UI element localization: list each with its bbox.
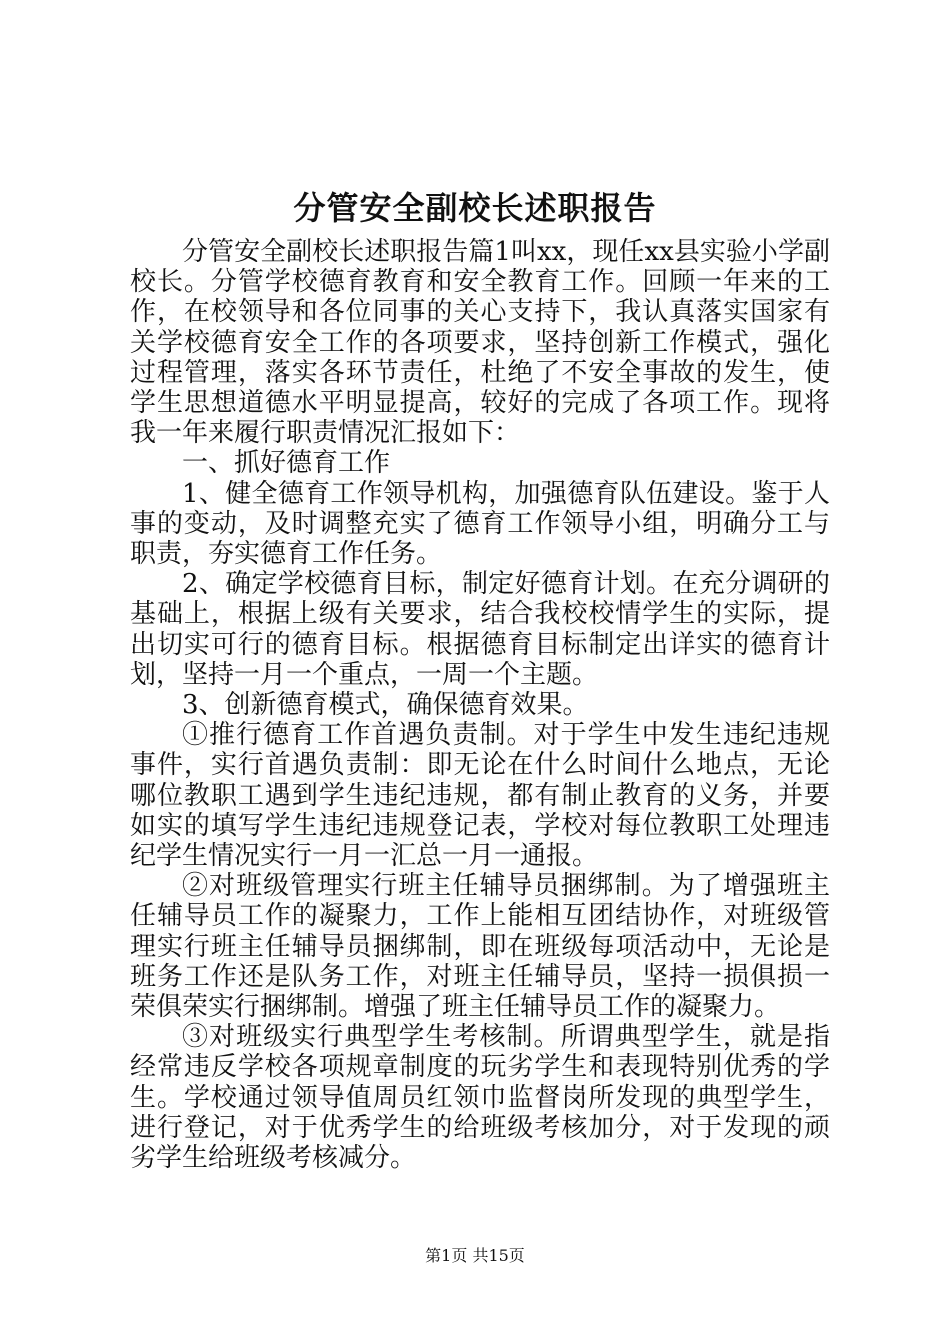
paragraph-intro: 分管安全副校长述职报告篇1叫xx，现任xx县实验小学副校长。分管学校德育教育和安全教育工作。回顾一年来的工作，在校领导和各位同事的关心支持下，我认真落实国家有关学校德育安全工作的各项要求，坚持创新工作模式，强化过程管理，落实各环节责任，杜绝了不安全事故的发生，使学生思想道德水平明显提高，较好的完成了各项工作。现将我一年来履行职责情况汇报如下： [130, 237, 830, 449]
page-footer: 第1页 共15页 [425, 1246, 525, 1265]
document-title: 分管安全副校长述职报告 [293, 189, 657, 227]
paragraph-subitem-1: ①推行德育工作首遇负责制。对于学生中发生违纪违规事件，实行首遇负责制：即无论在什么时间什么地点，无论哪位教职工遇到学生违纪违规，都有制止教育的义务，并要如实的填写学生违纪违规登记表，学校对每位教职工处理违纪学生情况实行一月一汇总一月一通报。 [130, 720, 830, 872]
paragraph-item-3: 3、创新德育模式，确保德育效果。 [182, 690, 589, 721]
paragraph-item-1: 1、健全德育工作领导机构，加强德育队伍建设。鉴于人事的变动，及时调整充实了德育工作领导小组，明确分工与职责，夯实德育工作任务。 [130, 478, 830, 570]
paragraph-item-2: 2、确定学校德育目标，制定好德育计划。在充分调研的基础上，根据上级有关要求，结合我校校情学生的实际，提出切实可行的德育目标。根据德育目标制定出详实的德育计划，坚持一月一个重点，一周一个主题。 [130, 569, 830, 690]
section-heading-moral-education: 一、抓好德育工作 [182, 448, 391, 479]
paragraph-subitem-2: ②对班级管理实行班主任辅导员捆绑制。为了增强班主任辅导员工作的凝聚力，工作上能相互团结协作，对班级管理实行班主任辅导员捆绑制，即在班级每项活动中，无论是班务工作还是队务工作，对班主任辅导员，坚持一损俱损一荣俱荣实行捆绑制。增强了班主任辅导员工作的凝聚力。 [130, 871, 830, 1023]
document-body [130, 237, 830, 1173]
paragraph-subitem-3: ③对班级实行典型学生考核制。所谓典型学生，就是指经常违反学校各项规章制度的玩劣学生和表现特别优秀的学生。学校通过领导值周员红领巾监督岗所发现的典型学生，进行登记，对于优秀学生的给班级考核加分，对于发现的顽劣学生给班级考核减分。 [130, 1022, 830, 1174]
